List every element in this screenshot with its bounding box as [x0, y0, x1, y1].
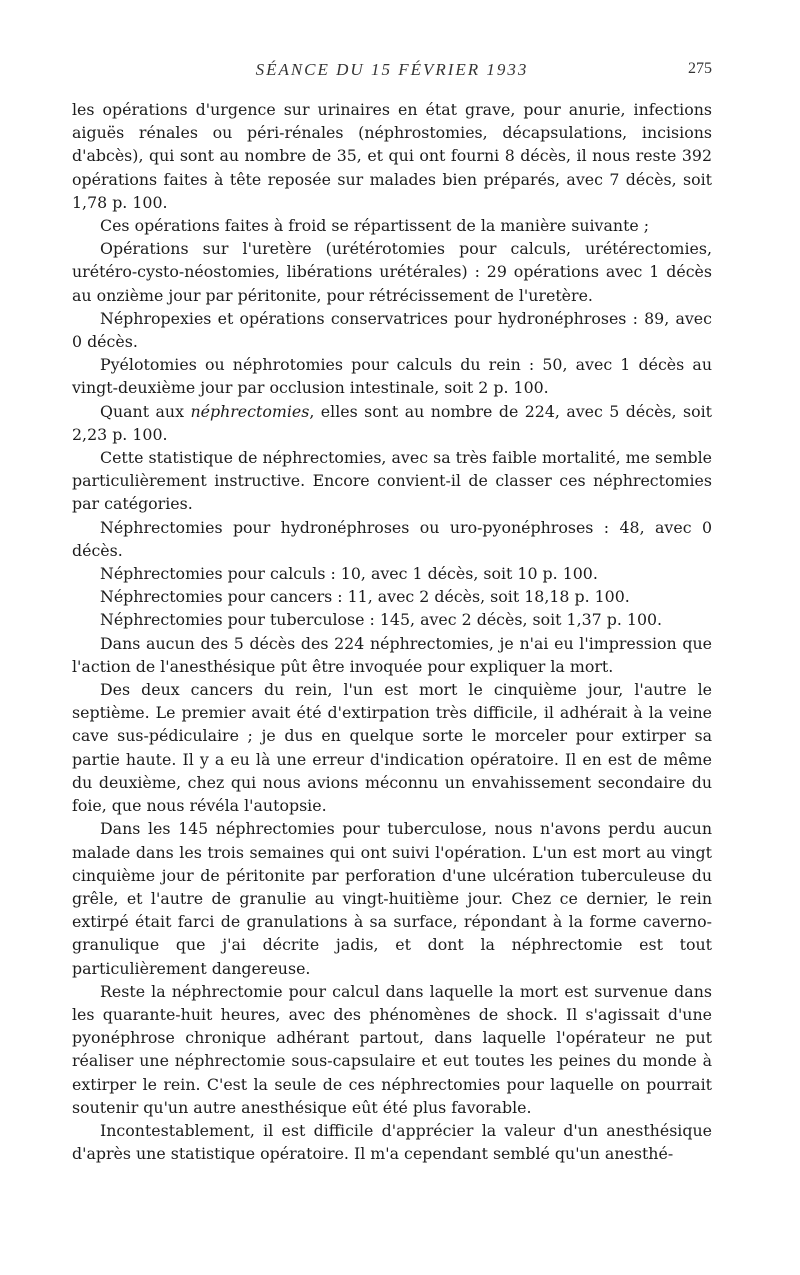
paragraph-5: Pyélotomies ou néphrotomies pour calculs du rein : 50, avec 1 décès au vingt-deuxième jour par occlusion intestinale, soit 2 p. 100.	[72, 355, 712, 398]
paragraph-16: Incontestablement, il est difficile d'apprécier la valeur d'un anesthésique d'après une statistique opératoire. Il m'a cependant semblé qu'un anesthé-	[72, 1120, 712, 1164]
paragraph-14: Dans les 145 néphrectomies pour tuberculose, nous n'avons perdu aucun malade dans les trois semaines qui ont suivi l'opération. L'un est mort au vingt cinquième jour de péritonite par perforation d'une ulcération tuberculeuse du grêle, et l'autre de granulie au vingt-huitième jour. Chez ce dernier, le rein extirpé était farci de granulations à sa surface, répondant à la forme caverno-granulique que j'ai décrite jadis, et dont la néphrectomie est tout particulièrement dangereuse.	[72, 819, 712, 978]
running-title: SÉANCE DU 15 FÉVRIER 1933	[255, 60, 529, 79]
paragraph-6	[72, 400, 712, 446]
paragraph-3: Opérations sur l'uretère (urétérotomies pour calculs, urétérectomies, urétéro-cysto-néostomies, libérations urétérales) : 29 opérations avec 1 décès au onzième jour par péritonite, pour rétrécissement de l'uretère.	[72, 239, 712, 305]
paragraph-8: Néphrectomies pour hydronéphroses ou uro-pyonéphroses : 48, avec 0 décès.	[72, 517, 712, 560]
paragraph-13: Des deux cancers du rein, l'un est mort le cinquième jour, l'autre le septième. Le premier avait été d'extirpation très difficile, il adhérait à la veine cave sus-pédiculaire ; je dus en quelque sorte le morceler pour extirper sa partie haute. Il y a eu là une erreur d'indication opératoire. Il en est de même du deuxième, chez qui nous avions méconnu un envahissement secondaire du foie, que nous révéla l'autopsie.	[72, 680, 712, 816]
paragraph-6-before: Quant aux	[100, 401, 191, 421]
paragraph-1: les opérations d'urgence sur urinaires en état grave, pour anurie, infections aiguës rénales ou péri-rénales (néphrostomies, décapsulations, incisions d'abcès), qui sont au nombre de 35, et qui ont fourni 8 décès, il nous reste 392 opérations faites à tête reposée sur malades bien préparés, avec 7 décès, soit 1,78 p. 100.	[72, 100, 712, 212]
paragraph-15: Reste la néphrectomie pour calcul dans laquelle la mort est survenue dans les quarante-huit heures, avec des phénomènes de shock. Il s'agissait d'une pyonéphrose chronique adhérant partout, dans laquelle l'opérateur ne put réaliser une néphrectomie sous-capsulaire et eut toutes les peines du monde à extirper le rein. C'est la seule de ces néphrectomies pour laquelle on pourrait soutenir qu'un autre anesthésique eût été plus favorable.	[72, 981, 712, 1117]
paragraph-2: Ces opérations faites à froid se répartissent de la manière suivante ;	[100, 216, 650, 236]
paragraph-10: Néphrectomies pour cancers : 11, avec 2 décès, soit 18,18 p. 100.	[100, 587, 630, 607]
body-text	[72, 98, 712, 1165]
paragraph-4: Néphropexies et opérations conservatrices pour hydronéphroses : 89, avec 0 décès.	[72, 308, 712, 352]
paragraph-12: Dans aucun des 5 décès des 224 néphrectomies, je n'ai eu l'impression que l'action de l'anesthésique pût être invoquée pour expliquer la mort.	[72, 633, 712, 676]
paragraph-6-after: , elles sont au nombre de 224, avec 5 décès, soit 2,23 p. 100.	[72, 401, 713, 444]
paragraph-9: Néphrectomies pour calculs : 10, avec 1 décès, soit 10 p. 100.	[100, 564, 598, 584]
paragraph-11: Néphrectomies pour tuberculose : 145, avec 2 décès, soit 1,37 p. 100.	[100, 610, 663, 630]
page-header	[72, 60, 712, 88]
page-number: 275	[688, 60, 712, 77]
paragraph-6-italic: néphrectomies	[190, 401, 310, 421]
paragraph-7: Cette statistique de néphrectomies, avec sa très faible mortalité, me semble particulièrement instructive. Encore convient-il de classer ces néphrectomies par catégories.	[72, 448, 712, 514]
